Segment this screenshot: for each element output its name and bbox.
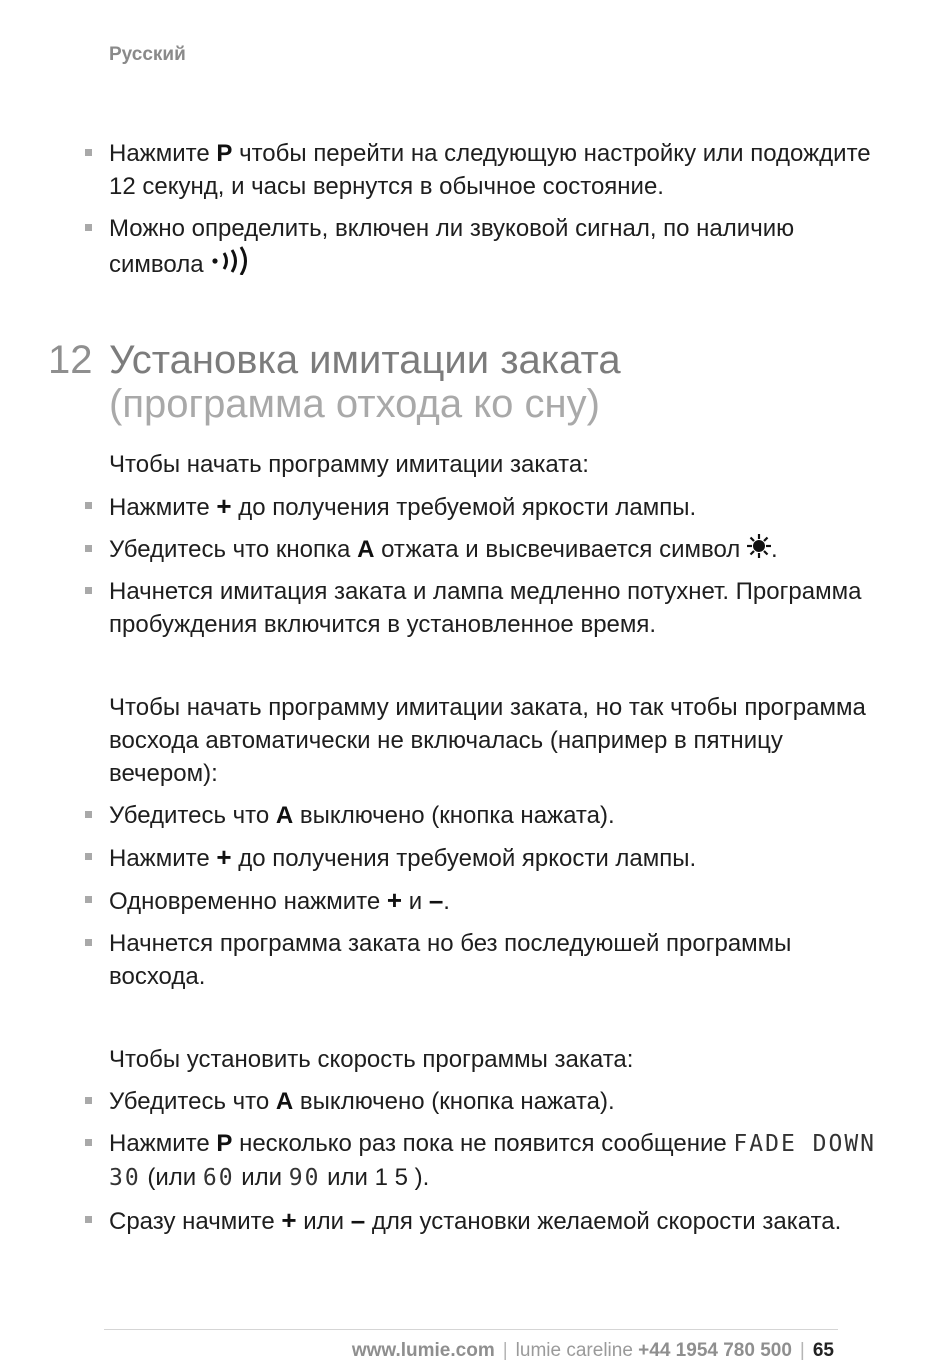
top-bullet-list xyxy=(0,137,950,290)
lcd-message: FADE DOWN 30 xyxy=(109,1131,877,1191)
footer-separator: | xyxy=(502,1340,508,1361)
bullet-marker xyxy=(85,1097,92,1104)
group-intro: Чтобы установить скорость программы заката: xyxy=(109,1046,634,1073)
minus-key: – xyxy=(350,1205,366,1235)
lcd-value: 90 xyxy=(288,1165,321,1191)
list-item: Убедитесь что A выключено (кнопка нажата). xyxy=(0,799,950,832)
list-item: Нажмите P несколько раз пока не появится сообщение FADE DOWN 30 (или 60 или 90 или 1 5 ). xyxy=(0,1127,950,1195)
bullet-marker xyxy=(85,939,92,946)
list-item: Убедитесь что кнопка A отжата и высвечивается символ . xyxy=(0,533,950,566)
sunset-instructions xyxy=(0,448,950,650)
page-footer xyxy=(352,1340,834,1362)
bullet-marker xyxy=(85,224,92,231)
lcd-value: 60 xyxy=(202,1165,235,1191)
website-link[interactable]: www.lumie.com xyxy=(351,1340,495,1361)
key-a: A xyxy=(275,1088,294,1115)
key-a: A xyxy=(275,802,294,829)
key-p: P xyxy=(216,140,233,167)
bullet-marker xyxy=(85,149,92,156)
page-number: 65 xyxy=(812,1340,834,1361)
bullet-marker xyxy=(85,853,92,860)
bullet-marker xyxy=(85,587,92,594)
group-intro: Чтобы начать программу имитации заката: xyxy=(109,451,589,478)
plus-key: + xyxy=(216,842,232,872)
plus-key: + xyxy=(386,885,403,915)
key-a: A xyxy=(357,536,375,563)
list-item: Нажмите + до получения требуемой яркости лампы. xyxy=(0,841,950,875)
list-item: Нажмите + до получения требуемой яркости лампы. xyxy=(0,490,950,524)
group-intro: Чтобы начать программу имитации заката, но так чтобы программа восхода автоматически не включалась (например в пятницу вечером): xyxy=(109,694,866,787)
minus-key: – xyxy=(428,885,444,915)
key-p: P xyxy=(216,1130,233,1157)
language-label: Русский xyxy=(109,44,186,65)
bullet-marker xyxy=(85,1216,92,1223)
list-item: Начнется программа заката но без последуюшей программы восхода. xyxy=(0,927,950,993)
list-item: Начнется имитация заката и лампа медленно потухнет. Программа пробуждения включится в установленное время. xyxy=(0,575,950,641)
footer-divider xyxy=(104,1329,838,1330)
plus-key: + xyxy=(281,1205,297,1235)
careline-label: lumie careline xyxy=(515,1340,639,1361)
sun-icon xyxy=(747,534,771,558)
sound-signal-icon xyxy=(210,245,266,275)
list-item: Одновременно нажмите + и –. xyxy=(0,884,950,918)
list-item: Нажмите P чтобы перейти на следующую настройку или подождите 12 секунд, и часы вернутся в обычное состояние. xyxy=(0,137,950,203)
section-subtitle: (программа отхода ко сну) xyxy=(109,382,600,426)
section-title: Установка имитации заката xyxy=(109,338,621,382)
footer-separator: | xyxy=(799,1340,805,1361)
sunset-no-sunrise-instructions xyxy=(0,691,950,1002)
sunset-speed-instructions xyxy=(0,1043,950,1247)
careline-phone: +44 1954 780 500 xyxy=(638,1340,792,1361)
list-item: Сразу начмите + или – для установки желаемой скорости заката. xyxy=(0,1204,950,1238)
bullet-marker xyxy=(85,811,92,818)
bullet-marker xyxy=(85,545,92,552)
plus-key: + xyxy=(216,491,232,521)
bullet-marker xyxy=(85,896,92,903)
bullet-marker xyxy=(85,1139,92,1146)
bullet-marker xyxy=(85,502,92,509)
section-number: 12 xyxy=(48,338,93,382)
list-item: Убедитесь что A выключено (кнопка нажата). xyxy=(0,1085,950,1118)
list-item: Можно определить, включен ли звуковой сигнал, по наличию символа xyxy=(0,212,950,281)
